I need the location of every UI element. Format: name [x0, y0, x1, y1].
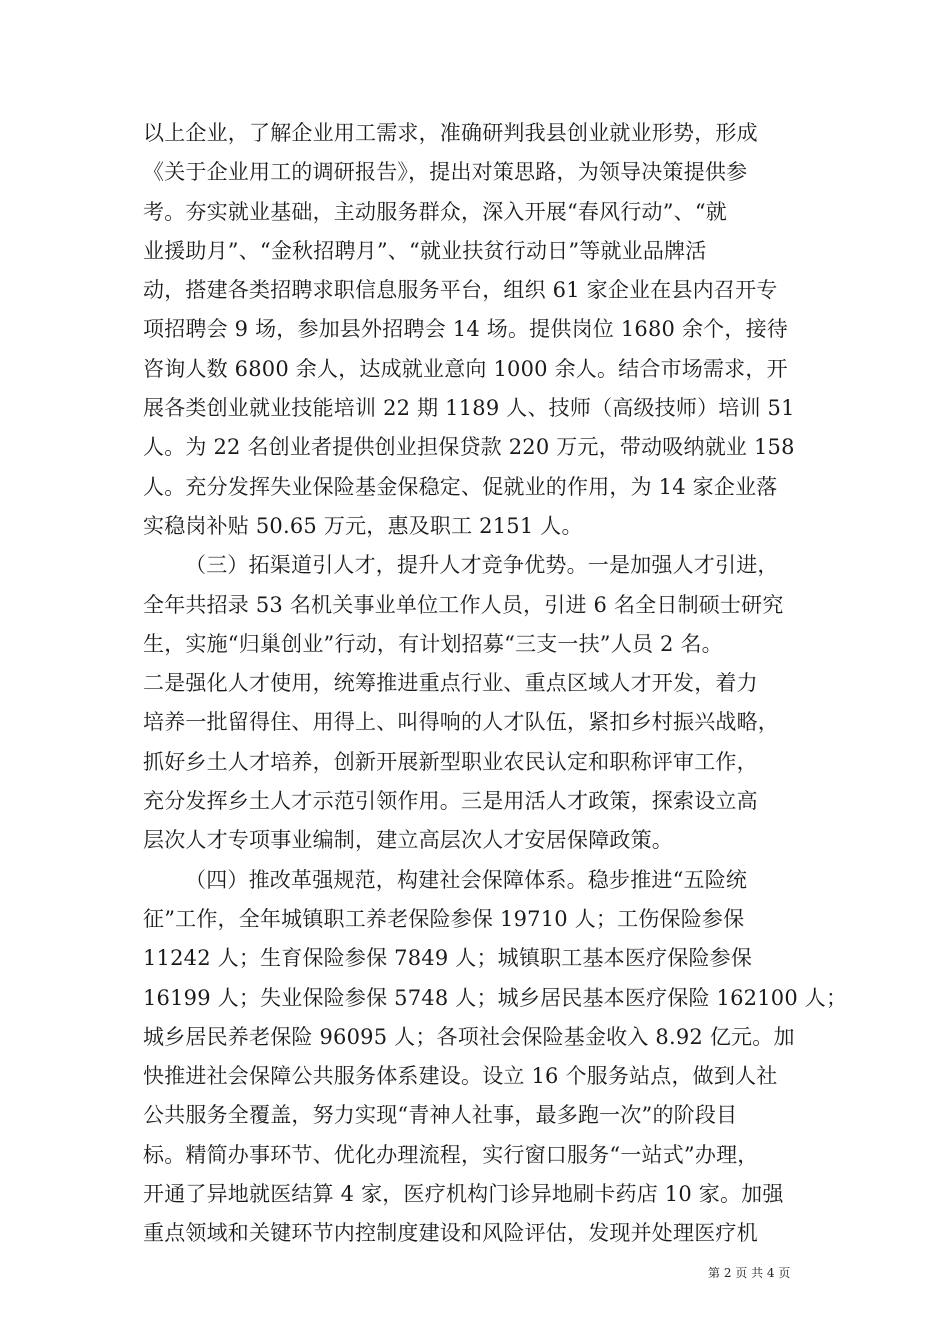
- text-line: 充分发挥乡土人才示范引领作用。三是用活人才政策，探索设立高: [143, 789, 758, 814]
- text-line: 标。精简办事环节、优化办理流程，实行窗口服务“一站式”办理，: [143, 1142, 759, 1167]
- text-line: 重点领域和关键环节内控制度建设和风险评估，发现并处理医疗机: [143, 1221, 758, 1246]
- text-line: 11242 人；生育保险参保 7849 人；城镇职工基本医疗保险参保: [143, 946, 753, 971]
- text-line: 实稳岗补贴 50.65 万元，惠及职工 2151 人。: [143, 513, 583, 538]
- text-line: 生，实施“归巢创业”行动，有计划招募“三支一扶”人员 2 名。: [143, 631, 723, 656]
- text-line: 展各类创业就业技能培训 22 期 1189 人、技师（高级技师）培训 51: [143, 396, 795, 421]
- text-line: 项招聘会 9 场，参加县外招聘会 14 场。提供岗位 1680 余个，接待: [143, 317, 788, 342]
- text-line: 公共服务全覆盖，努力实现“青神人社事，最多跑一次”的阶段目: [143, 1103, 738, 1128]
- text-line: 培养一批留得住、用得上、叫得响的人才队伍，紧扣乡村振兴战略，: [143, 710, 779, 735]
- text-line: 开通了异地就医结算 4 家，医疗机构门诊异地刷卡药店 10 家。加强: [143, 1182, 784, 1207]
- text-line: 《关于企业用工的调研报告》，提出对策思路，为领导决策提供参: [143, 160, 748, 185]
- text-line: 16199 人；失业保险参保 5748 人；城乡居民基本医疗保险 162100 人；: [143, 985, 848, 1010]
- text-line: 抓好乡土人才培养，创新开展新型职业农民认定和职称评审工作，: [143, 749, 758, 774]
- text-line: 层次人才专项事业编制，建立高层次人才安居保障政策。: [143, 828, 673, 853]
- text-line: 咨询人数 6800 余人，达成就业意向 1000 余人。结合市场需求，开: [143, 356, 788, 381]
- text-line: 以上企业，了解企业用工需求，准确研判我县创业就业形势，形成: [143, 121, 758, 145]
- text-line: 业援助月”、“金秋招聘月”、“就业扶贫行动日”等就业品牌活: [143, 238, 707, 263]
- text-line: 人。充分发挥失业保险基金保稳定、促就业的作用，为 14 家企业落: [143, 474, 778, 499]
- text-line: 人。为 22 名创业者提供创业担保贷款 220 万元，带动吸纳就业 158: [143, 435, 795, 460]
- text-line: 征”工作，全年城镇职工养老保险参保 19710 人；工伤保险参保: [143, 906, 745, 931]
- page-number: 第 2 页 共 4 页: [708, 1266, 791, 1280]
- text-line: 考。夯实就业基础，主动服务群众，深入开展“春风行动”、“就: [143, 199, 728, 224]
- text-line: 快推进社会保障公共服务体系建设。设立 16 个服务站点，做到人社: [143, 1064, 778, 1089]
- text-line: 二是强化人才使用，统筹推进重点行业、重点区域人才开发，着力: [143, 671, 758, 696]
- section-3-heading-line: （三）拓渠道引人才，提升人才竞争优势。一是加强人才引进，: [185, 553, 779, 578]
- text-line: 全年共招录 53 名机关事业单位工作人员，引进 6 名全日制硕士研究: [143, 592, 784, 617]
- body-text: [143, 114, 848, 1254]
- section-4-heading-line: （四）推改革强规范，构建社会保障体系。稳步推进“五险统: [185, 867, 748, 892]
- text-line: 城乡居民养老保险 96095 人；各项社会保险基金收入 8.92 亿元。加: [143, 1024, 795, 1049]
- text-line: 动，搭建各类招聘求职信息服务平台，组织 61 家企业在县内召开专: [143, 278, 778, 303]
